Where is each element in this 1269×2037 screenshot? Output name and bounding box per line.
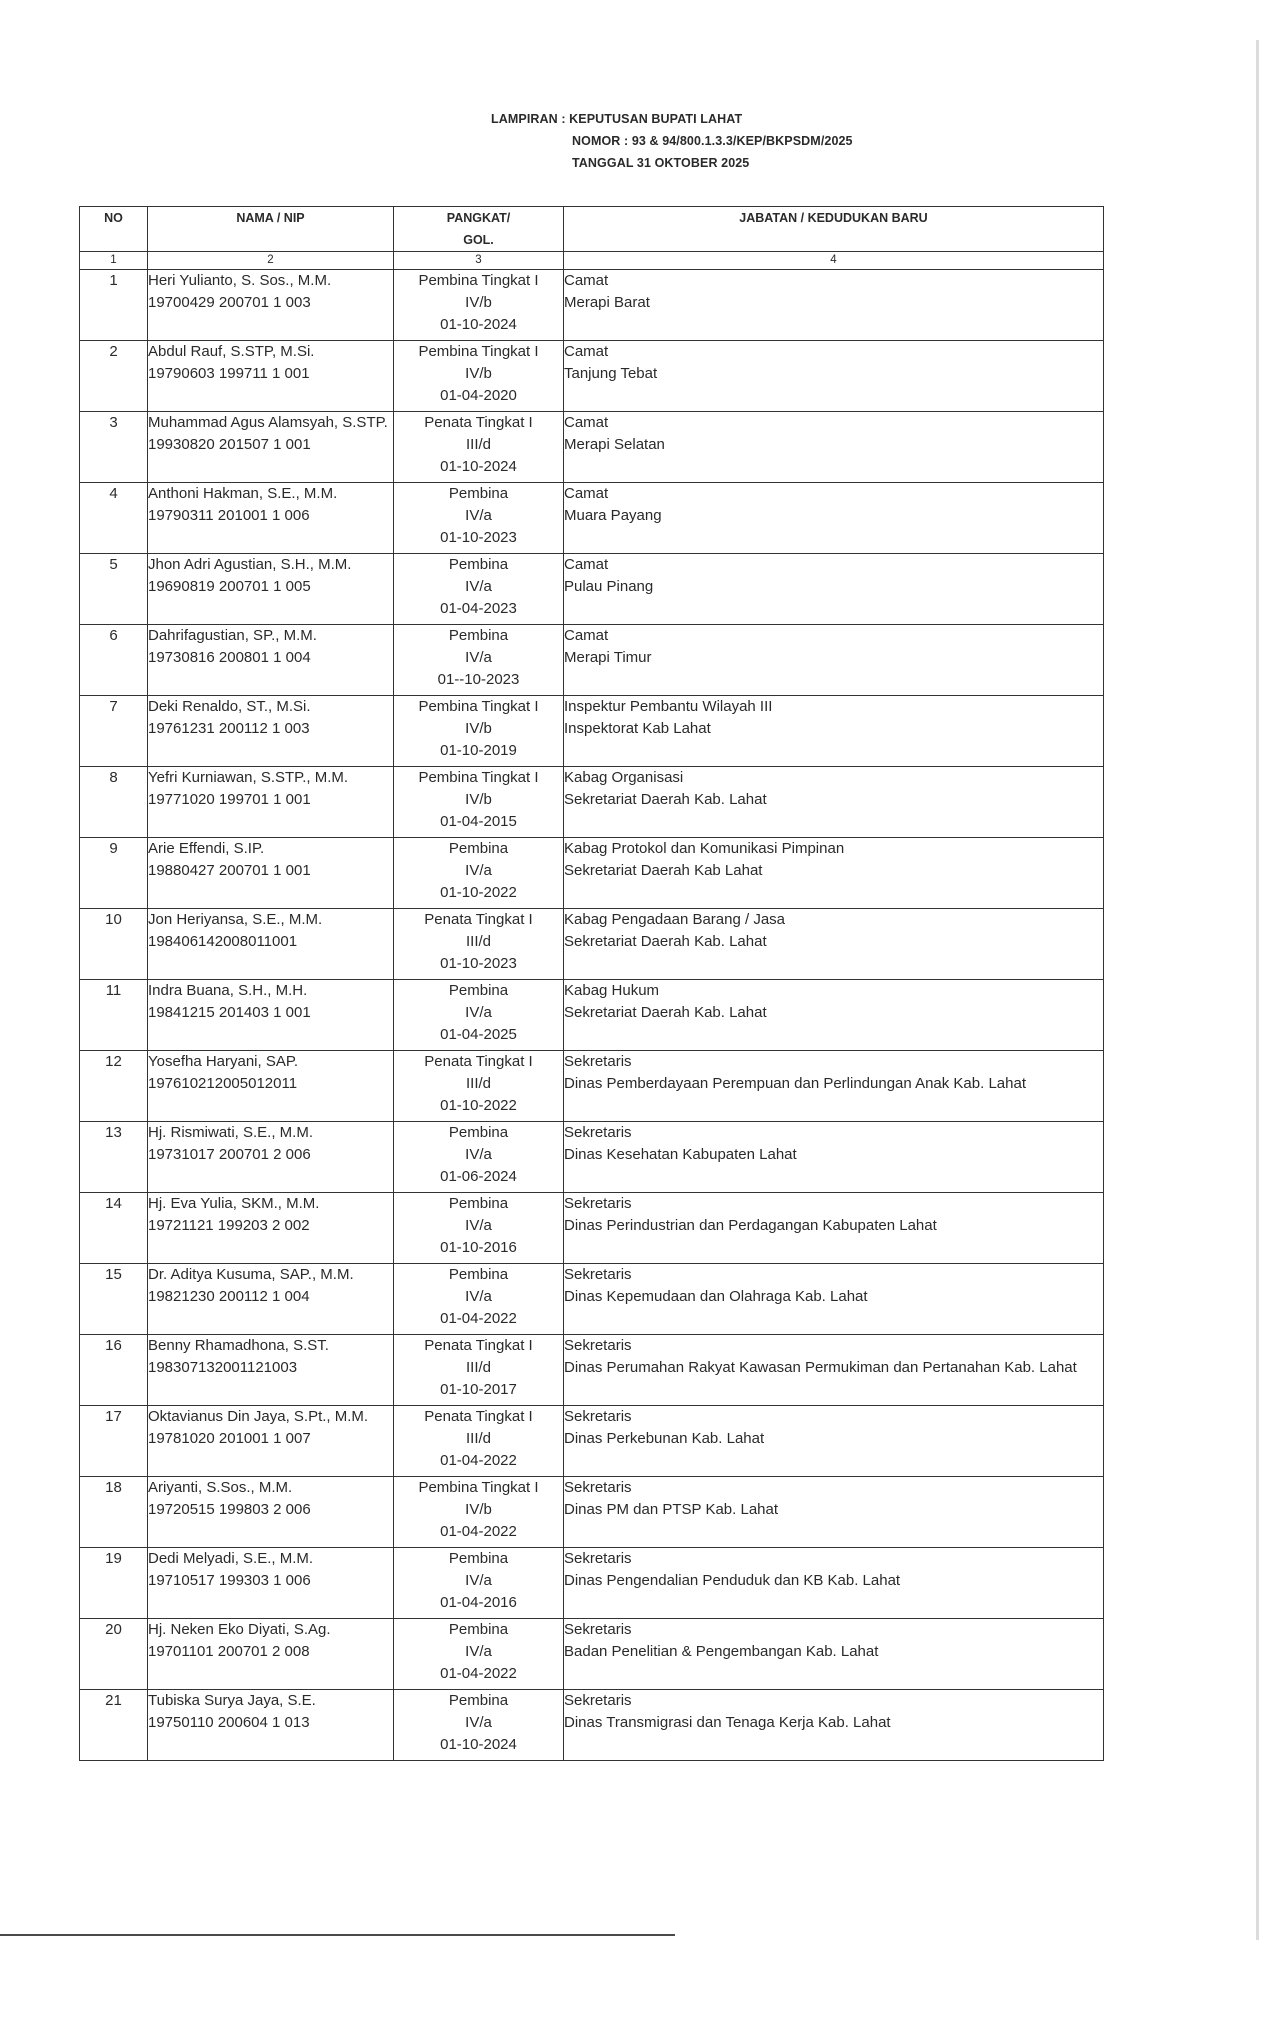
position-title: Sekretaris: [564, 1692, 632, 1709]
position-cell: [564, 554, 1104, 625]
rank-grade: IV/b: [465, 294, 492, 311]
employee-nip: 19700429 200701 1 003: [148, 294, 311, 311]
rank-title: Pembina: [448, 982, 509, 999]
col-header-pangkat-line1: PANGKAT/: [446, 211, 511, 225]
rank-grade: IV/b: [465, 720, 492, 737]
rank-grade: III/d: [465, 933, 491, 950]
rank-tmt-date: 01-10-2019: [440, 742, 517, 759]
table-row: [80, 838, 1104, 909]
table-row: [80, 909, 1104, 980]
employee-name: Ariyanti, S.Sos., M.M.: [148, 1479, 293, 1496]
position-unit: Merapi Timur: [564, 649, 652, 666]
row-number: 10: [80, 909, 148, 980]
row-number: 7: [80, 696, 148, 767]
rank-title: Pembina Tingkat I: [418, 343, 539, 360]
position-cell: [564, 483, 1104, 554]
employee-nip: 19781020 201001 1 007: [148, 1430, 311, 1447]
position-cell: [564, 696, 1104, 767]
table-row: [80, 1264, 1104, 1335]
rank-tmt-date: 01-10-2024: [440, 316, 517, 333]
table-body: [80, 270, 1104, 1761]
rank-tmt-date: 01-04-2016: [440, 1594, 517, 1611]
employee-nip: 19730816 200801 1 004: [148, 649, 311, 666]
table-row: [80, 483, 1104, 554]
table-row: [80, 1690, 1104, 1761]
name-nip-cell: [148, 412, 394, 483]
row-number: 8: [80, 767, 148, 838]
position-title: Sekretaris: [564, 1124, 632, 1141]
header-nomor: NOMOR : 93 & 94/800.1.3.3/KEP/BKPSDM/2025: [572, 134, 853, 148]
employee-nip: 19790603 199711 1 001: [148, 365, 310, 382]
rank-title: Pembina Tingkat I: [418, 769, 539, 786]
rank-grade: IV/a: [465, 649, 492, 666]
employee-nip: 19720515 199803 2 006: [148, 1501, 311, 1518]
col-header-no: NO: [80, 207, 148, 252]
rank-grade: IV/a: [465, 1572, 492, 1589]
rank-tmt-date: 01-10-2016: [440, 1239, 517, 1256]
row-number: 17: [80, 1406, 148, 1477]
rank-tmt-date: 01-04-2022: [440, 1665, 517, 1682]
rank-tmt-date: 01-10-2023: [440, 529, 517, 546]
rank-tmt-date: 01-04-2022: [440, 1452, 517, 1469]
position-unit: Dinas Pengendalian Penduduk dan KB Kab. Lahat: [564, 1572, 901, 1589]
row-number: 20: [80, 1619, 148, 1690]
position-title: Camat: [564, 343, 609, 360]
position-title: Sekretaris: [564, 1621, 632, 1638]
rank-title: Pembina: [448, 1550, 509, 1567]
position-unit: Dinas Perindustrian dan Perdagangan Kabupaten Lahat: [564, 1217, 937, 1234]
rank-cell: [394, 483, 564, 554]
employee-nip: 19710517 199303 1 006: [148, 1572, 311, 1589]
name-nip-cell: [148, 1477, 394, 1548]
position-cell: [564, 1051, 1104, 1122]
employee-name: Benny Rhamadhona, S.ST.: [148, 1337, 329, 1354]
rank-title: Penata Tingkat I: [424, 911, 533, 928]
table-row: [80, 1619, 1104, 1690]
position-unit: Sekretariat Daerah Kab. Lahat: [564, 1004, 767, 1021]
position-cell: [564, 767, 1104, 838]
name-nip-cell: [148, 1690, 394, 1761]
table-row: [80, 1335, 1104, 1406]
rank-tmt-date: 01-04-2025: [440, 1026, 517, 1043]
table-row: [80, 1548, 1104, 1619]
row-number: 19: [80, 1548, 148, 1619]
table-header-row: [80, 207, 1104, 252]
rank-grade: IV/b: [465, 791, 492, 808]
rank-cell: [394, 1264, 564, 1335]
rank-cell: [394, 1406, 564, 1477]
position-unit: Dinas Pemberdayaan Perempuan dan Perlindungan Anak Kab. Lahat: [564, 1075, 1026, 1092]
rank-tmt-date: 01-10-2022: [440, 884, 517, 901]
employee-nip: 19771020 199701 1 001: [148, 791, 311, 808]
rank-title: Pembina Tingkat I: [418, 698, 539, 715]
rank-grade: IV/a: [465, 1004, 492, 1021]
position-title: Camat: [564, 556, 609, 573]
table-row: [80, 412, 1104, 483]
table-row: [80, 625, 1104, 696]
column-number: 3: [394, 252, 564, 270]
position-cell: [564, 270, 1104, 341]
rank-grade: III/d: [465, 436, 491, 453]
table-row: [80, 341, 1104, 412]
name-nip-cell: [148, 1548, 394, 1619]
row-number: 21: [80, 1690, 148, 1761]
name-nip-cell: [148, 909, 394, 980]
position-unit: Merapi Barat: [564, 294, 650, 311]
rank-tmt-date: 01--10-2023: [437, 671, 520, 688]
name-nip-cell: [148, 1619, 394, 1690]
name-nip-cell: [148, 1051, 394, 1122]
position-title: Sekretaris: [564, 1266, 632, 1283]
rank-grade: IV/a: [465, 862, 492, 879]
row-number: 11: [80, 980, 148, 1051]
name-nip-cell: [148, 483, 394, 554]
position-unit: Sekretariat Daerah Kab. Lahat: [564, 791, 767, 808]
rank-title: Pembina: [448, 1195, 509, 1212]
rank-tmt-date: 01-10-2017: [440, 1381, 517, 1398]
header-lampiran: LAMPIRAN : KEPUTUSAN BUPATI LAHAT: [491, 112, 743, 126]
rank-title: Pembina Tingkat I: [418, 1479, 539, 1496]
header-tanggal: TANGGAL 31 OKTOBER 2025: [572, 156, 750, 170]
row-number: 1: [80, 270, 148, 341]
employee-name: Jhon Adri Agustian, S.H., M.M.: [148, 556, 352, 573]
rank-cell: [394, 1335, 564, 1406]
rank-title: Penata Tingkat I: [424, 1337, 533, 1354]
position-unit: Pulau Pinang: [564, 578, 654, 595]
row-number: 15: [80, 1264, 148, 1335]
row-number: 12: [80, 1051, 148, 1122]
employee-nip: 197610212005012011: [148, 1075, 298, 1092]
position-unit: Tanjung Tebat: [564, 365, 658, 382]
position-unit: Inspektorat Kab Lahat: [564, 720, 711, 737]
position-unit: Dinas Kesehatan Kabupaten Lahat: [564, 1146, 797, 1163]
rank-cell: [394, 1051, 564, 1122]
rank-tmt-date: 01-10-2023: [440, 955, 517, 972]
column-number: 2: [148, 252, 394, 270]
position-cell: [564, 838, 1104, 909]
rank-grade: IV/b: [465, 1501, 492, 1518]
rank-title: Pembina: [448, 1266, 509, 1283]
name-nip-cell: [148, 1122, 394, 1193]
rank-grade: III/d: [465, 1359, 491, 1376]
employee-name: Yosefha Haryani, SAP.: [148, 1053, 299, 1070]
name-nip-cell: [148, 625, 394, 696]
employee-name: Anthoni Hakman, S.E., M.M.: [148, 485, 338, 502]
name-nip-cell: [148, 1193, 394, 1264]
col-header-jabatan: JABATAN / KEDUDUKAN BARU: [564, 207, 1104, 252]
position-title: Kabag Hukum: [564, 982, 660, 999]
rank-grade: IV/b: [465, 365, 492, 382]
rank-tmt-date: 01-06-2024: [440, 1168, 517, 1185]
row-number: 5: [80, 554, 148, 625]
rank-cell: [394, 1548, 564, 1619]
table-row: [80, 696, 1104, 767]
rank-cell: [394, 1690, 564, 1761]
rank-title: Pembina: [448, 556, 509, 573]
position-unit: Badan Penelitian & Pengembangan Kab. Lahat: [564, 1643, 879, 1660]
position-cell: [564, 1619, 1104, 1690]
row-number: 13: [80, 1122, 148, 1193]
rank-grade: IV/a: [465, 1146, 492, 1163]
position-unit: Dinas Transmigrasi dan Tenaga Kerja Kab. Lahat: [564, 1714, 891, 1731]
name-nip-cell: [148, 980, 394, 1051]
rank-grade: IV/a: [465, 1714, 492, 1731]
position-cell: [564, 909, 1104, 980]
rank-title: Penata Tingkat I: [424, 1408, 533, 1425]
column-number: 4: [564, 252, 1104, 270]
position-cell: [564, 1477, 1104, 1548]
employee-name: Indra Buana, S.H., M.H.: [148, 982, 308, 999]
rank-cell: [394, 1619, 564, 1690]
rank-tmt-date: 01-10-2024: [440, 458, 517, 475]
rank-grade: III/d: [465, 1075, 491, 1092]
table-row: [80, 980, 1104, 1051]
position-cell: [564, 1335, 1104, 1406]
rank-cell: [394, 1122, 564, 1193]
position-title: Camat: [564, 272, 609, 289]
rank-grade: IV/a: [465, 578, 492, 595]
position-cell: [564, 1406, 1104, 1477]
table-row: [80, 767, 1104, 838]
position-title: Sekretaris: [564, 1479, 632, 1496]
row-number: 14: [80, 1193, 148, 1264]
employee-nip: 19880427 200701 1 001: [148, 862, 311, 879]
row-number: 2: [80, 341, 148, 412]
rank-cell: [394, 767, 564, 838]
employee-name: Jon Heriyansa, S.E., M.M.: [148, 911, 323, 928]
rank-cell: [394, 270, 564, 341]
position-title: Sekretaris: [564, 1408, 632, 1425]
rank-grade: IV/a: [465, 1643, 492, 1660]
table-row: [80, 554, 1104, 625]
employee-name: Dr. Aditya Kusuma, SAP., M.M.: [148, 1266, 354, 1283]
row-number: 9: [80, 838, 148, 909]
scan-artifact-edge: [1256, 40, 1259, 1940]
rank-title: Pembina: [448, 840, 509, 857]
rank-title: Pembina: [448, 485, 509, 502]
name-nip-cell: [148, 767, 394, 838]
position-cell: [564, 412, 1104, 483]
rank-tmt-date: 01-04-2022: [440, 1310, 517, 1327]
position-cell: [564, 980, 1104, 1051]
position-cell: [564, 1264, 1104, 1335]
position-unit: Dinas PM dan PTSP Kab. Lahat: [564, 1501, 779, 1518]
employee-name: Deki Renaldo, ST., M.Si.: [148, 698, 311, 715]
name-nip-cell: [148, 1406, 394, 1477]
rank-tmt-date: 01-04-2023: [440, 600, 517, 617]
name-nip-cell: [148, 341, 394, 412]
position-title: Camat: [564, 414, 609, 431]
employee-nip: 198307132001121003: [148, 1359, 298, 1376]
name-nip-cell: [148, 838, 394, 909]
rank-cell: [394, 696, 564, 767]
employee-name: Dedi Melyadi, S.E., M.M.: [148, 1550, 314, 1567]
rank-title: Penata Tingkat I: [424, 1053, 533, 1070]
col-header-pangkat-line2: GOL.: [463, 233, 494, 247]
employee-nip: 19930820 201507 1 001: [148, 436, 311, 453]
row-number: 3: [80, 412, 148, 483]
position-title: Inspektur Pembantu Wilayah III: [564, 698, 773, 715]
row-number: 6: [80, 625, 148, 696]
rank-title: Pembina: [448, 1621, 509, 1638]
rank-title: Pembina: [448, 1124, 509, 1141]
table-row: [80, 1051, 1104, 1122]
employee-nip: 19841215 201403 1 001: [148, 1004, 311, 1021]
rank-cell: [394, 909, 564, 980]
employee-name: Hj. Rismiwati, S.E., M.M.: [148, 1124, 314, 1141]
position-unit: Sekretariat Daerah Kab. Lahat: [564, 933, 767, 950]
employee-name: Oktavianus Din Jaya, S.Pt., M.M.: [148, 1408, 369, 1425]
rank-tmt-date: 01-04-2015: [440, 813, 517, 830]
employee-nip: 19721121 199203 2 002: [148, 1217, 310, 1234]
position-title: Kabag Protokol dan Komunikasi Pimpinan: [564, 840, 845, 857]
position-unit: Dinas Perkebunan Kab. Lahat: [564, 1430, 765, 1447]
rank-title: Penata Tingkat I: [424, 414, 533, 431]
name-nip-cell: [148, 554, 394, 625]
employee-nip: 19761231 200112 1 003: [148, 720, 310, 737]
position-title: Camat: [564, 485, 609, 502]
employee-name: Abdul Rauf, S.STP, M.Si.: [148, 343, 315, 360]
rank-grade: IV/a: [465, 1217, 492, 1234]
name-nip-cell: [148, 1335, 394, 1406]
employee-name: Tubiska Surya Jaya, S.E.: [148, 1692, 316, 1709]
name-nip-cell: [148, 696, 394, 767]
position-unit: Dinas Kepemudaan dan Olahraga Kab. Lahat: [564, 1288, 868, 1305]
position-title: Camat: [564, 627, 609, 644]
table-row: [80, 1193, 1104, 1264]
position-unit: Muara Payang: [564, 507, 662, 524]
position-title: Sekretaris: [564, 1337, 632, 1354]
table-row: [80, 1406, 1104, 1477]
name-nip-cell: [148, 270, 394, 341]
col-header-pangkat: [394, 207, 564, 252]
employee-nip: 19731017 200701 2 006: [148, 1146, 311, 1163]
column-number: 1: [80, 252, 148, 270]
position-cell: [564, 1122, 1104, 1193]
employee-nip: 19750110 200604 1 013: [148, 1714, 310, 1731]
employee-name: Muhammad Agus Alamsyah, S.STP.: [148, 414, 388, 431]
employee-name: Hj. Eva Yulia, SKM., M.M.: [148, 1195, 320, 1212]
rank-tmt-date: 01-04-2020: [440, 387, 517, 404]
document-header: [491, 108, 853, 174]
row-number: 16: [80, 1335, 148, 1406]
table-row: [80, 1477, 1104, 1548]
rank-cell: [394, 1477, 564, 1548]
position-cell: [564, 625, 1104, 696]
employee-nip: 19821230 200112 1 004: [148, 1288, 310, 1305]
employee-name: Heri Yulianto, S. Sos., M.M.: [148, 272, 332, 289]
employee-name: Arie Effendi, S.IP.: [148, 840, 265, 857]
position-unit: Merapi Selatan: [564, 436, 665, 453]
employee-nip: 19690819 200701 1 005: [148, 578, 311, 595]
rank-grade: IV/a: [465, 507, 492, 524]
rank-grade: IV/a: [465, 1288, 492, 1305]
position-unit: Sekretariat Daerah Kab Lahat: [564, 862, 763, 879]
rank-cell: [394, 980, 564, 1051]
row-number: 4: [80, 483, 148, 554]
column-number-row: [80, 252, 1104, 270]
rank-cell: [394, 412, 564, 483]
col-header-nama: NAMA / NIP: [148, 207, 394, 252]
employee-name: Hj. Neken Eko Diyati, S.Ag.: [148, 1621, 331, 1638]
rank-title: Pembina: [448, 1692, 509, 1709]
rank-title: Pembina: [448, 627, 509, 644]
employee-name: Yefri Kurniawan, S.STP., M.M.: [148, 769, 349, 786]
position-cell: [564, 1193, 1104, 1264]
name-nip-cell: [148, 1264, 394, 1335]
assignment-table: [79, 206, 1104, 1761]
rank-tmt-date: 01-04-2022: [440, 1523, 517, 1540]
rank-cell: [394, 1193, 564, 1264]
row-number: 18: [80, 1477, 148, 1548]
position-cell: [564, 341, 1104, 412]
position-title: Sekretaris: [564, 1550, 632, 1567]
rank-title: Pembina Tingkat I: [418, 272, 539, 289]
position-cell: [564, 1548, 1104, 1619]
rank-grade: III/d: [465, 1430, 491, 1447]
employee-nip: 19790311 201001 1 006: [148, 507, 310, 524]
position-cell: [564, 1690, 1104, 1761]
rank-tmt-date: 01-10-2022: [440, 1097, 517, 1114]
position-title: Sekretaris: [564, 1053, 632, 1070]
employee-name: Dahrifagustian, SP., M.M.: [148, 627, 317, 644]
rank-cell: [394, 554, 564, 625]
rank-cell: [394, 838, 564, 909]
rank-cell: [394, 341, 564, 412]
table-row: [80, 1122, 1104, 1193]
rank-cell: [394, 625, 564, 696]
rank-tmt-date: 01-10-2024: [440, 1736, 517, 1753]
employee-nip: 19701101 200701 2 008: [148, 1643, 310, 1660]
employee-nip: 198406142008011001: [148, 933, 298, 950]
position-title: Sekretaris: [564, 1195, 632, 1212]
scan-artifact-line: [0, 1934, 675, 1936]
position-title: Kabag Organisasi: [564, 769, 684, 786]
position-title: Kabag Pengadaan Barang / Jasa: [564, 911, 786, 928]
table-row: [80, 270, 1104, 341]
position-unit: Dinas Perumahan Rakyat Kawasan Permukiman dan Pertanahan Kab. Lahat: [564, 1359, 1077, 1376]
